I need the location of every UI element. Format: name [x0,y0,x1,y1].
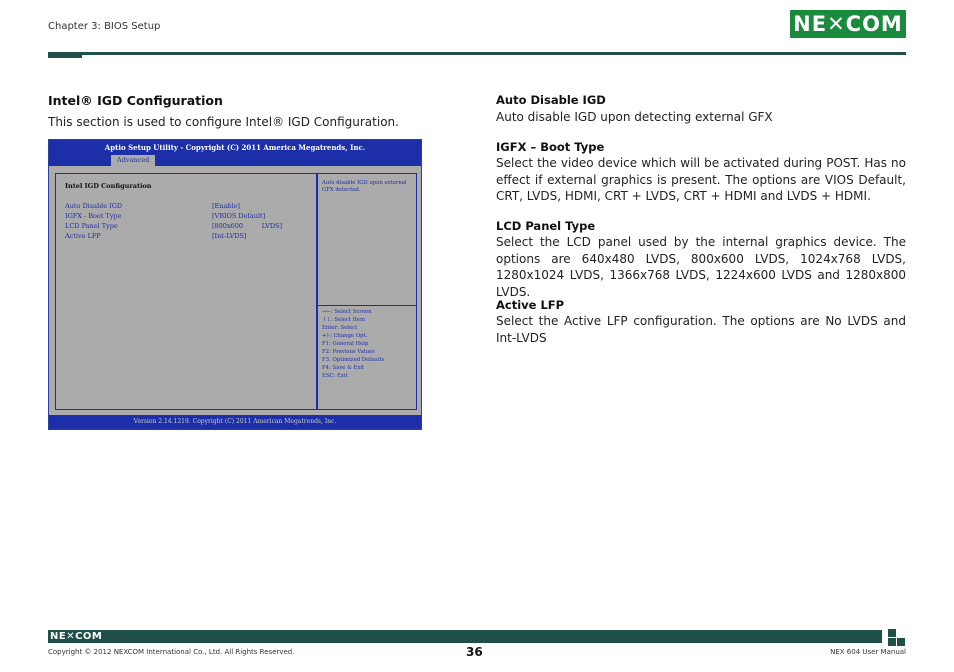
option-heading: IGFX – Boot Type [496,140,605,154]
logo-text: NE✕COM [793,12,903,36]
option-active-lfp [496,298,906,346]
bios-version-bar: Version 2.14.1219. Copyright (C) 2011 American Megatrends, Inc. [49,415,421,429]
bios-item-value: [VBIOS Default] [212,212,266,220]
bios-key: F2: Previous Values [322,349,375,355]
nexcom-logo [790,10,906,38]
option-igfx-boot-type [496,140,906,205]
page-number: 36 [466,645,483,659]
option-text: Select the video device which will be activated during POST. Has no effect if external graphics is present. The options are VIOS Default, CRT, LVDS, HDMI, CRT + LVDS, CRT + HDMI and LVDS + HDMI. [496,156,906,203]
bios-item-igfx-boot-type[interactable] [65,212,305,222]
bios-item-lcd-panel-type[interactable] [65,222,305,232]
bios-item-label: Active LFP [65,232,101,240]
header-accent [48,52,82,58]
bios-item-value: [Int-LVDS] [212,232,247,240]
bios-item-value: [Enable] [212,202,240,210]
footer-square-icon [888,638,896,646]
option-heading: Auto Disable IGD [496,93,606,107]
bios-help-divider [318,305,416,306]
option-auto-disable-igd [496,93,906,126]
copyright-text: Copyright © 2012 NEXCOM International Co., Ltd. All Rights Reserved. [48,648,295,656]
bios-key: F1: General Help [322,341,369,347]
footer-square-icon [888,629,896,637]
option-text: Select the Active LFP configuration. The options are No LVDS and Int-LVDS [496,314,906,345]
chapter-label: Chapter 3: BIOS Setup [48,21,161,32]
section-title: Intel® IGD Configuration [48,93,223,108]
bios-help-text: Auto disable IGD upon external GFX detected. [322,180,407,193]
bios-key: F4: Save & Exit [322,365,365,371]
footer-bar [48,630,882,643]
bios-title-bar: Aptio Setup Utility - Copyright (C) 2011 America Megatrends, Inc. [49,140,421,155]
footer-square-icon [897,638,905,646]
footer-logo: NE✕COM [50,631,103,642]
bios-key: ↑↓: Select Item [322,317,366,323]
option-text: Select the LCD panel used by the internal graphics device. The options are 640x480 LVDS, 800x600 LVDS, 1024x768 LVDS, 1280x1024 LVDS, 1366x768 LVDS, 1224x600 LVDS and 1280x800 LVDS. [496,235,906,299]
bios-item-value: [800x600 LVDS] [212,222,283,230]
bios-key-legend [322,308,416,380]
bios-help-panel [317,173,417,410]
header-divider [48,52,906,55]
option-heading: Active LFP [496,298,565,312]
bios-item-active-lfp[interactable] [65,232,305,242]
option-lcd-panel-type [496,219,906,300]
bios-tab-row [49,155,421,166]
bios-item-label: LCD Panel Type [65,222,118,230]
bios-heading: Intel IGD Configuration [65,182,152,190]
option-heading: LCD Panel Type [496,219,596,233]
bios-key: +/-: Change Opt. [322,333,368,339]
bios-item-label: IGFX - Boot Type [65,212,122,220]
bios-tab-advanced[interactable]: Advanced [111,155,155,166]
bios-item-auto-disable-igd[interactable] [65,202,305,212]
bios-main-panel [55,173,317,410]
option-text: Auto disable IGD upon detecting external GFX [496,110,773,124]
bios-item-label: Auto Disable IGD [65,202,123,210]
bios-key: →←: Select Screen [322,309,372,315]
section-description: This section is used to configure Intel® IGD Configuration. [48,115,399,129]
manual-title: NEX 604 User Manual [830,648,906,656]
bios-key: Enter: Select [322,325,358,331]
bios-key: ESC: Exit [322,373,348,379]
bios-key: F3: Optimized Defaults [322,357,385,363]
bios-screenshot [48,139,422,430]
